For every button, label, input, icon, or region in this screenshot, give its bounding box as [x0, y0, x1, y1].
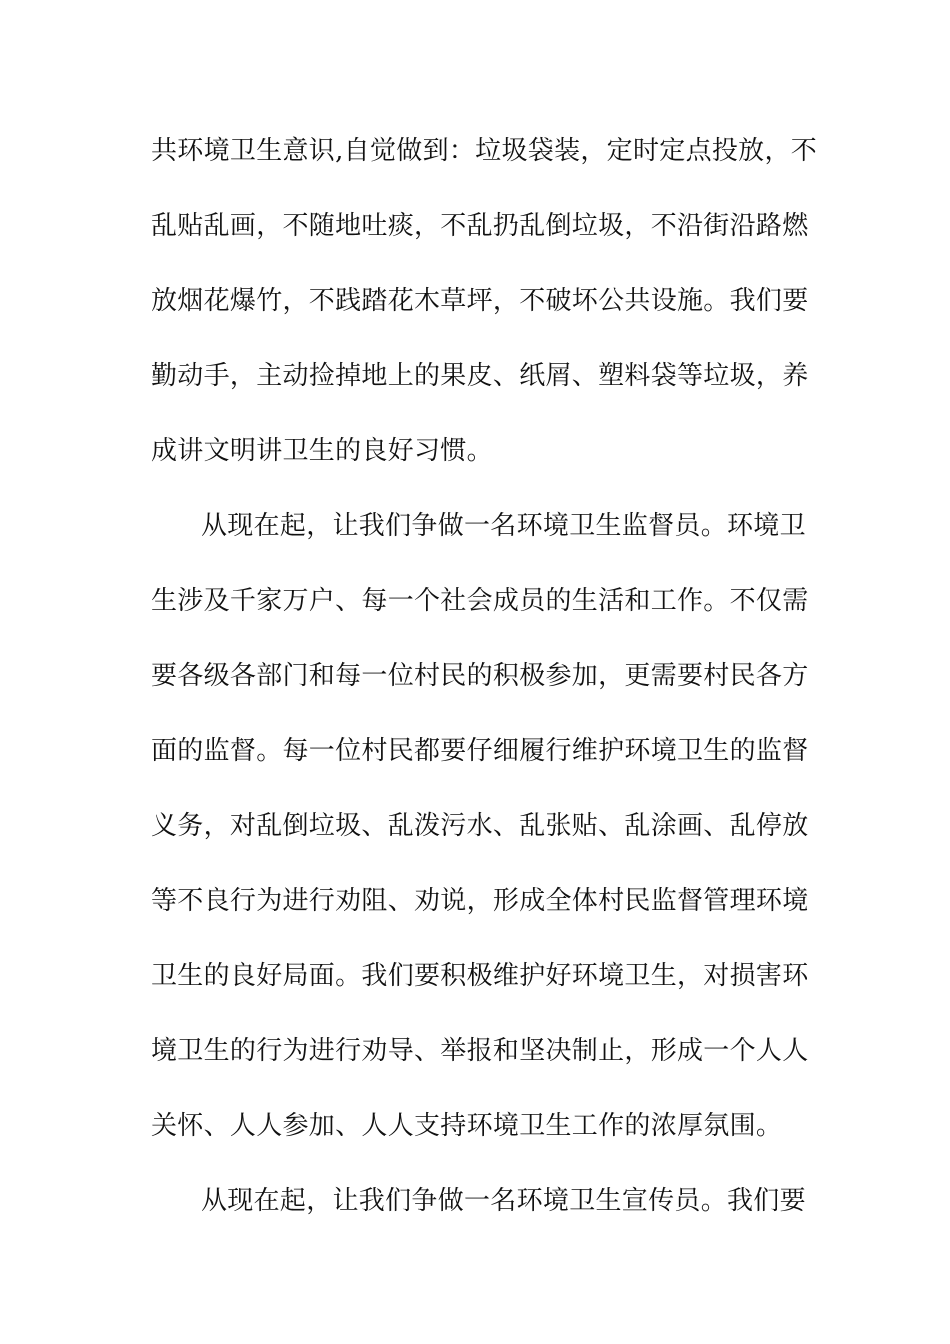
text-line-2: 乱贴乱画，不随地吐痰，不乱扔乱倒垃圾，不沿街沿路燃	[151, 211, 809, 241]
text-line-7: 生涉及千家万户、每一个社会成员的生活和工作。不仅需	[151, 586, 809, 616]
text-line-10: 义务，对乱倒垃圾、乱泼污水、乱张贴、乱涂画、乱停放	[151, 811, 809, 841]
text-line-9: 面的监督。每一位村民都要仔细履行维护环境卫生的监督	[151, 736, 809, 766]
text-line-11: 等不良行为进行劝阻、劝说，形成全体村民监督管理环境	[151, 886, 809, 916]
text-line-1: 共环境卫生意识,自觉做到：垃圾袋装，定时定点投放，不	[151, 136, 818, 166]
text-line-13: 境卫生的行为进行劝导、举报和坚决制止，形成一个人人	[151, 1036, 809, 1066]
text-line-14: 关怀、人人参加、人人支持环境卫生工作的浓厚氛围。	[151, 1111, 783, 1141]
paragraph-3-first-line: 从现在起，让我们争做一名环境卫生宣传员。我们要	[201, 1186, 806, 1216]
text-line-4: 勤动手，主动捡掉地上的果皮、纸屑、塑料袋等垃圾，养	[151, 361, 809, 391]
text-line-5: 成讲文明讲卫生的良好习惯。	[151, 436, 493, 466]
text-line-8: 要各级各部门和每一位村民的积极参加，更需要村民各方	[151, 661, 809, 691]
text-line-12: 卫生的良好局面。我们要积极维护好环境卫生，对损害环	[151, 961, 809, 991]
text-line-3: 放烟花爆竹，不践踏花木草坪，不破坏公共设施。我们要	[151, 286, 809, 316]
paragraph-2-first-line: 从现在起，让我们争做一名环境卫生监督员。环境卫	[201, 511, 806, 541]
